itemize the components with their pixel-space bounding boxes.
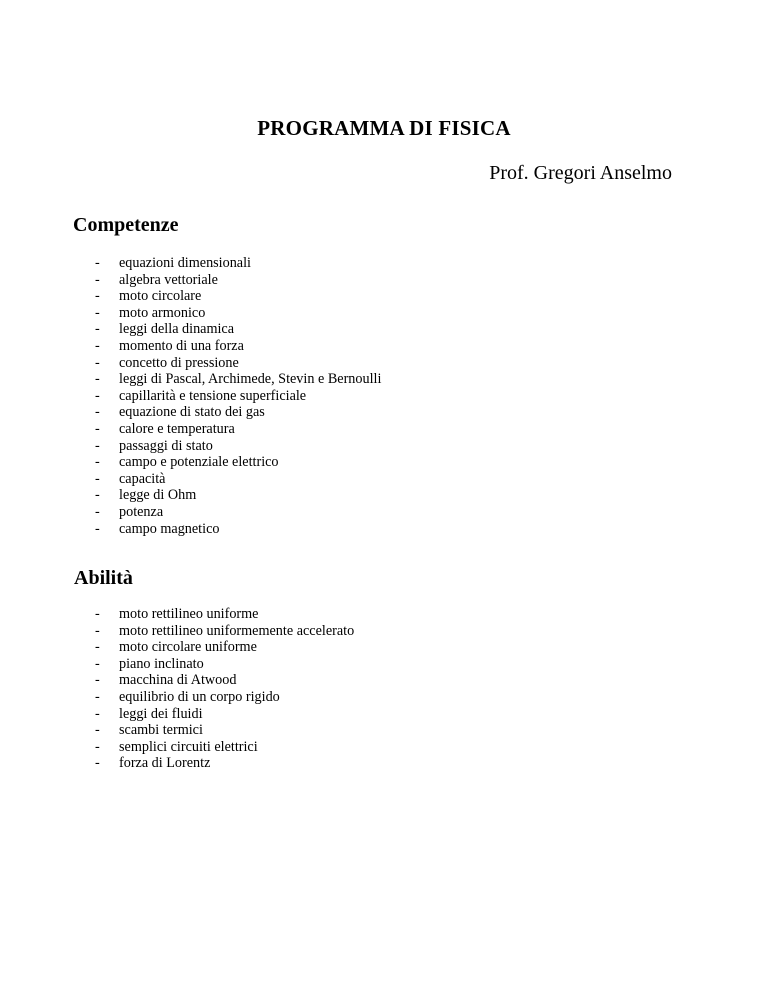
list-item-text: algebra vettoriale xyxy=(119,271,218,288)
competenze-list-item xyxy=(95,338,381,355)
document-title: PROGRAMMA DI FISICA xyxy=(257,116,511,140)
competenze-list-item xyxy=(95,305,381,322)
list-item-text: calore e temperatura xyxy=(119,420,235,437)
list-item-text: leggi dei fluidi xyxy=(119,705,203,722)
list-item-text: semplici circuiti elettrici xyxy=(119,738,258,755)
abilita-list-item xyxy=(95,706,354,723)
list-item-text: equilibrio di un corpo rigido xyxy=(119,688,280,705)
bullet-dash: - xyxy=(95,437,100,454)
list-item-text: moto rettilineo uniforme xyxy=(119,606,259,622)
list-item-text: piano inclinato xyxy=(119,655,204,672)
competenze-list-item xyxy=(95,454,381,471)
competenze-list xyxy=(95,255,381,537)
competenze-list-item xyxy=(95,272,381,289)
list-item-text: moto armonico xyxy=(119,304,206,321)
competenze-list-item xyxy=(95,288,381,305)
abilita-list xyxy=(95,606,354,772)
bullet-dash: - xyxy=(95,255,100,271)
competenze-list-item xyxy=(95,471,381,488)
competenze-list-item xyxy=(95,504,381,521)
bullet-dash: - xyxy=(95,387,100,404)
list-item-text: campo magnetico xyxy=(119,520,220,537)
competenze-list-item xyxy=(95,371,381,388)
section-heading-abilita: Abilità xyxy=(74,567,133,589)
list-item-text: campo e potenziale elettrico xyxy=(119,454,279,471)
competenze-list-item xyxy=(95,438,381,455)
list-item-text: moto circolare xyxy=(119,288,202,305)
bullet-dash: - xyxy=(95,520,100,537)
abilita-list-item xyxy=(95,606,354,623)
list-item-text: leggi di Pascal, Archimede, Stevin e Bernoulli xyxy=(119,371,382,388)
list-item-text: momento di una forza xyxy=(119,337,244,354)
competenze-list-item xyxy=(95,255,381,272)
bullet-dash: - xyxy=(95,454,100,471)
bullet-dash: - xyxy=(95,755,100,772)
bullet-dash: - xyxy=(95,688,100,705)
bullet-dash: - xyxy=(95,470,100,487)
abilita-list-item xyxy=(95,722,354,739)
list-item-text: forza di Lorentz xyxy=(119,755,211,772)
competenze-list-item xyxy=(95,321,381,338)
list-item-text: macchina di Atwood xyxy=(119,672,237,689)
abilita-list-item xyxy=(95,639,354,656)
bullet-dash: - xyxy=(95,337,100,354)
bullet-dash: - xyxy=(95,404,100,421)
abilita-list-item xyxy=(95,739,354,756)
list-item-text: moto circolare uniforme xyxy=(119,639,257,656)
list-item-text: leggi della dinamica xyxy=(119,321,235,338)
bullet-dash: - xyxy=(95,655,100,672)
list-item-text: scambi termici xyxy=(119,722,203,739)
abilita-list-item xyxy=(95,755,354,772)
competenze-list-item xyxy=(95,388,381,405)
list-item-text: equazione di stato dei gas xyxy=(119,404,265,421)
list-item-text: legge di Ohm xyxy=(119,487,197,504)
section-heading-competenze: Competenze xyxy=(73,214,179,236)
bullet-dash: - xyxy=(95,304,100,321)
bullet-dash: - xyxy=(95,738,100,755)
competenze-list-item xyxy=(95,421,381,438)
list-item-text: passaggi di stato xyxy=(119,437,213,454)
list-item-text: capacità xyxy=(119,470,166,487)
bullet-dash: - xyxy=(95,321,100,338)
bullet-dash: - xyxy=(95,606,100,622)
bullet-dash: - xyxy=(95,622,100,639)
list-item-text: concetto di pressione xyxy=(119,354,239,371)
abilita-list-item xyxy=(95,689,354,706)
bullet-dash: - xyxy=(95,354,100,371)
list-item-text: equazioni dimensionali xyxy=(119,255,251,271)
bullet-dash: - xyxy=(95,371,100,388)
abilita-list-item xyxy=(95,623,354,640)
author-name: Prof. Gregori Anselmo xyxy=(489,162,672,184)
bullet-dash: - xyxy=(95,271,100,288)
competenze-list-item xyxy=(95,404,381,421)
bullet-dash: - xyxy=(95,503,100,520)
bullet-dash: - xyxy=(95,487,100,504)
bullet-dash: - xyxy=(95,639,100,656)
list-item-text: potenza xyxy=(119,503,164,520)
list-item-text: moto rettilineo uniformemente accelerato xyxy=(119,622,355,639)
competenze-list-item xyxy=(95,487,381,504)
bullet-dash: - xyxy=(95,722,100,739)
abilita-list-item xyxy=(95,672,354,689)
list-item-text: capillarità e tensione superficiale xyxy=(119,387,307,404)
bullet-dash: - xyxy=(95,672,100,689)
bullet-dash: - xyxy=(95,705,100,722)
competenze-list-item xyxy=(95,521,381,538)
abilita-list-item xyxy=(95,656,354,673)
competenze-list-item xyxy=(95,355,381,372)
bullet-dash: - xyxy=(95,288,100,305)
bullet-dash: - xyxy=(95,420,100,437)
